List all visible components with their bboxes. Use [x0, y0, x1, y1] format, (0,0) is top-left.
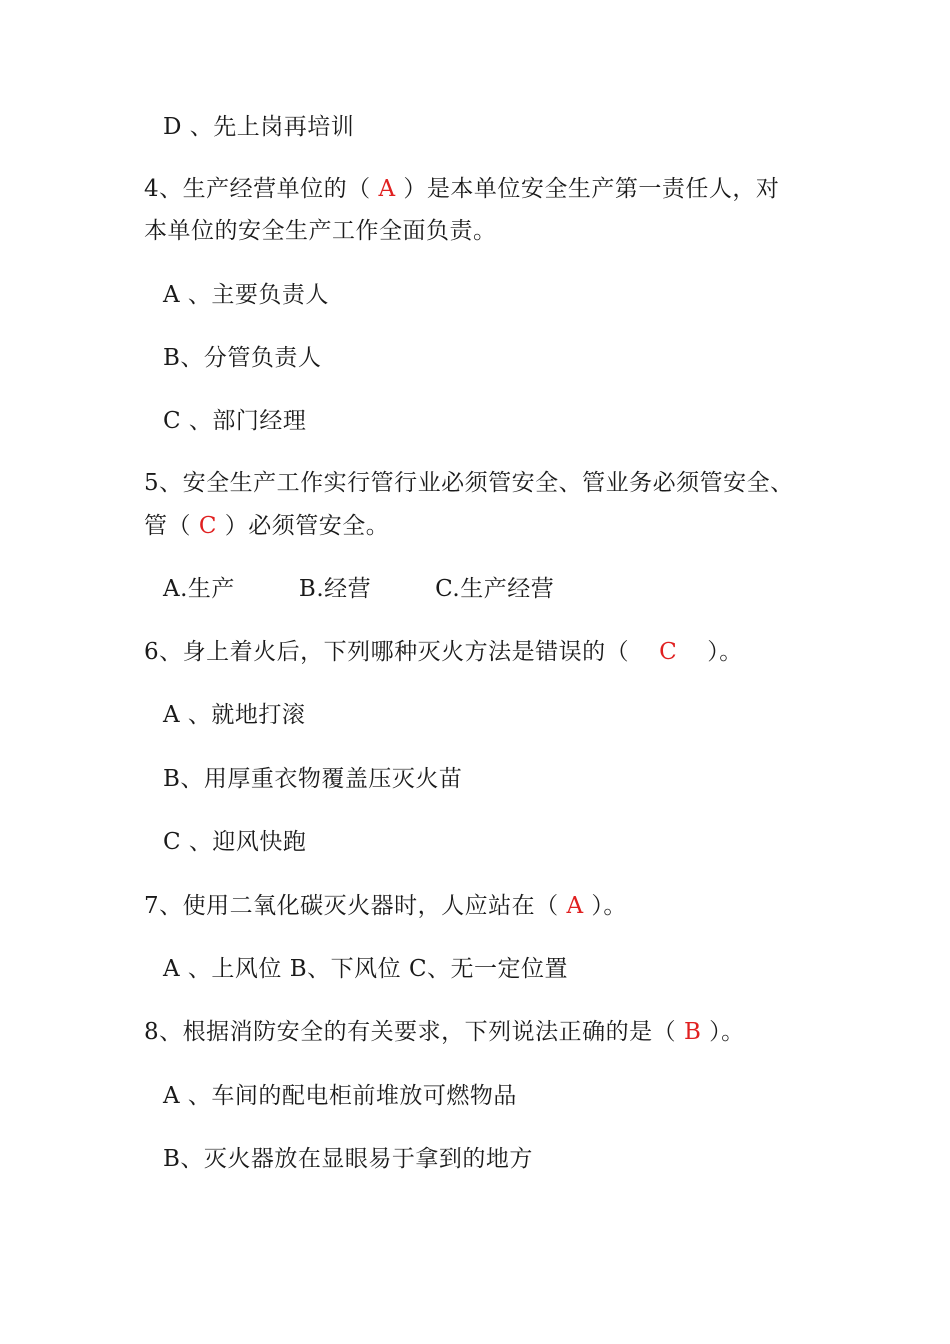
option-a-q6: A 、就地打滚: [163, 702, 306, 728]
option-b-q8: B、灭火器放在显眼易于拿到的地方: [163, 1146, 533, 1172]
option-b-q6: B、用厚重衣物覆盖压灭火苗: [163, 766, 463, 792]
question-4-line-1: [144, 174, 779, 204]
question-7-text-pre: 7、使用二氧化碳灭火器时，人应站在（: [144, 893, 567, 919]
option-c-q6: C 、迎风快跑: [163, 829, 307, 855]
question-6-text-post: ）。: [707, 639, 743, 665]
question-6: [144, 637, 743, 667]
question-5-text-pre: 管（: [144, 513, 199, 539]
question-4-answer: A: [378, 176, 396, 202]
question-8-text-post: ）。: [701, 1019, 745, 1045]
question-5-line-2: [144, 511, 389, 541]
question-8-text-pre: 8、根据消防安全的有关要求，下列说法正确的是（: [144, 1019, 684, 1045]
question-8: [144, 1017, 745, 1047]
question-4-line-2: 本单位的安全生产工作全面负责。: [144, 218, 497, 244]
option-a-q4: A 、主要负责人: [163, 282, 329, 308]
question-5-line-1: 5、安全生产工作实行管行业必须管安全、管业务必须管安全、: [144, 470, 794, 496]
question-7-answer: A: [566, 893, 584, 919]
question-8-answer: B: [683, 1019, 702, 1045]
question-7: [144, 891, 627, 921]
option-c-q4: C 、部门经理: [163, 408, 307, 434]
option-d-q3: D 、先上岗再培训: [163, 114, 355, 140]
question-4-text-pre: 4、生产经营单位的（: [144, 176, 379, 202]
question-7-text-post: ）。: [583, 893, 627, 919]
options-q7: A 、上风位 B、下风位 C、无一定位置: [163, 956, 569, 982]
option-a-q8: A 、车间的配电柜前堆放可燃物品: [163, 1083, 517, 1109]
question-6-answer: C: [659, 639, 678, 665]
question-5-answer: C: [198, 513, 217, 539]
question-5-text-post: ）必须管安全。: [216, 513, 390, 539]
question-6-text-pre: 6、身上着火后，下列哪种灭火方法是错误的（: [144, 639, 630, 665]
option-c-q5: C.生产经营: [435, 576, 555, 602]
option-a-q5: A.生产: [163, 576, 235, 602]
option-b-q4: B、分管负责人: [163, 345, 322, 371]
options-q5: [163, 574, 554, 604]
option-b-q5: B.经营: [298, 576, 372, 602]
question-4-text-post: ）是本单位安全生产第一责任人，对: [395, 176, 780, 202]
